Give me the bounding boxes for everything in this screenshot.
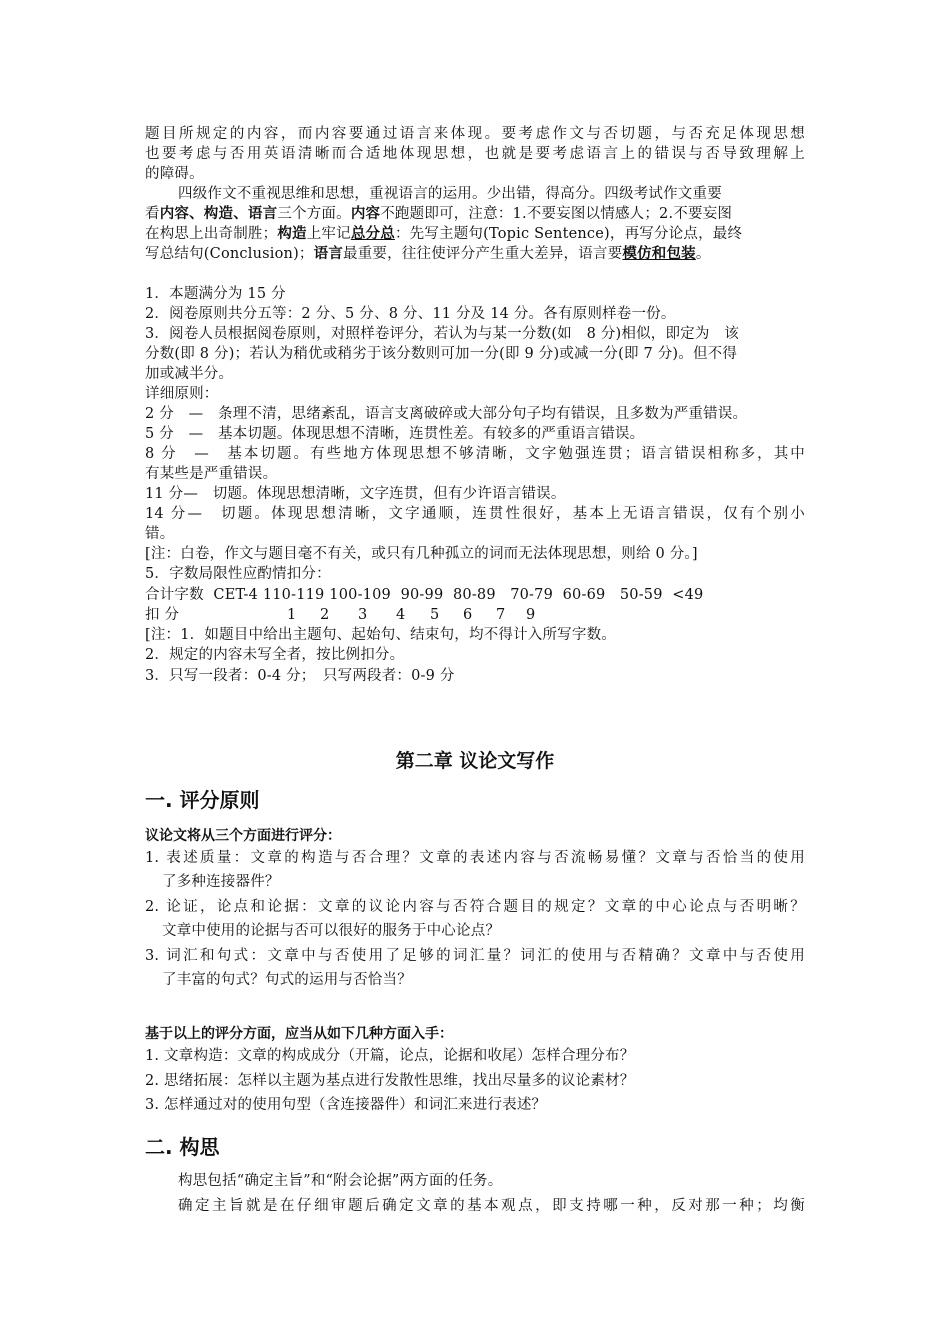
chapter-title: 第二章 议论文写作	[395, 750, 555, 772]
bold-emphasis: 语言	[313, 245, 344, 262]
section-1-heading: 一. 评分原则	[145, 788, 260, 812]
rule-3-line-2: 分数(即 8 分)；若认为稍优或稍劣于该分数则可加一分(即 9 分)或减一分(即 7 分)。但不得	[145, 346, 738, 362]
deduction-value: 4	[396, 607, 406, 623]
bold-emphasis: 内容	[350, 205, 381, 222]
text-run: 不跑题即可，注意：1.不要妄图以情感人；2.不要妄图	[380, 206, 733, 222]
cet4-paragraph-line-2	[145, 204, 805, 224]
bold-underline-emphasis: 总分总	[350, 225, 395, 242]
section-1-lead-2: 基于以上的评分方面，应当从如下几种方面入手：	[145, 1026, 453, 1042]
text-run: 。	[695, 246, 711, 262]
approach-3: 3. 怎样通过对的使用句型（含连接器件）和词汇来进行表述？	[145, 1097, 547, 1113]
section-1-lead: 议论文将从三个方面进行评分：	[145, 828, 341, 844]
text-run: 三个方面。	[277, 206, 351, 222]
deduction-value: 9	[526, 607, 536, 623]
text-run: ：先写主题句(Topic Sentence)，再写分论点，最终	[394, 226, 743, 242]
deduction-label: 扣 分	[145, 607, 180, 623]
deduction-value: 2	[320, 607, 330, 623]
criterion-3-line-1: 3. 词汇和句式：文章中与否使用了足够的词汇量？词汇的使用与否精确？文章中与否使用	[145, 948, 805, 964]
score-14-desc-line-1: 14 分— 切题。体现思想清晰，文字通顺，连贯性很好，基本上无语言错误，仅有个别小	[145, 506, 805, 522]
text-run: 上牢记	[306, 226, 351, 242]
rule-2: 2．阅卷原则共分五等：2 分、5 分、8 分、11 分及 14 分。各有原则样卷一份。	[145, 306, 676, 322]
criterion-2-line-1: 2. 论证，论点和论据：文章的议论内容与否符合题目的规定？文章的中心论点与否明晰？	[145, 899, 805, 915]
deduction-value: 5	[430, 607, 440, 623]
intro-line-2: 也要考虑与否用英语清晰而合适地体现思想，也就是要考虑语言上的错误与否导致理解上	[145, 146, 805, 162]
cet4-paragraph-line-4	[145, 244, 805, 264]
deduction-row	[145, 605, 805, 625]
score-8-desc-line-2: 有某些是严重错误。	[145, 466, 278, 482]
word-count-row: 合计字数 CET-4 110-119 100-109 90-99 80-89 70-79 60-69 50-59 <49	[145, 587, 704, 603]
conception-line-1: 构思包括“确定主旨”和“附会论据”两方面的任务。	[178, 1173, 503, 1189]
criterion-3-line-2: 了丰富的句式？句式的运用与否恰当？	[162, 972, 412, 988]
approach-2: 2. 思绪拓展：怎样以主题为基点进行发散性思维，找出尽量多的议论素材？	[145, 1073, 635, 1089]
intro-line-1: 题目所规定的内容，而内容要通过语言来体现。要考虑作文与否切题，与否充足体现思想	[145, 126, 805, 142]
bold-underline-emphasis: 模仿和包装	[622, 245, 696, 262]
score-11-desc: 11 分— 切题。体现思想清晰，文字连贯，但有少许语言错误。	[145, 486, 566, 502]
note-2: 2．规定的内容未写全者，按比例扣分。	[145, 647, 405, 663]
approach-1: 1. 文章构造：文章的构成成分（开篇，论点，论据和收尾）怎样合理分布？	[145, 1048, 635, 1064]
deduction-value: 7	[496, 607, 506, 623]
note-zero-score: [注：白卷，作文与题目毫不有关，或只有几种孤立的词而无法体现思想，则给 0 分。]	[145, 546, 698, 562]
criterion-1-line-1: 1. 表述质量：文章的构造与否合理？文章的表述内容与否流畅易懂？文章与否恰当的使用	[145, 850, 805, 866]
rule-1: 1．本题满分为 15 分	[145, 286, 286, 302]
text-run: 最重要，往往使评分产生重大差异，语言要	[343, 246, 623, 262]
deduction-value: 3	[358, 607, 368, 623]
text-run: 写总结句(Conclusion)；	[145, 246, 314, 262]
bold-emphasis: 构造	[277, 225, 307, 242]
rule-5: 5．字数局限性应酌情扣分：	[145, 566, 331, 582]
score-5-desc: 5 分 — 基本切题。体现思想不清晰，连贯性差。有较多的严重语言错误。	[145, 426, 645, 442]
criterion-1-line-2: 了多种连接器件？	[162, 874, 280, 890]
cet4-paragraph-line-3	[145, 224, 805, 244]
score-8-desc-line-1: 8 分 — 基本切题。有些地方体现思想不够清晰，文字勉强连贯；语言错误相称多，其中	[145, 446, 805, 462]
score-14-desc-line-2: 错。	[145, 526, 175, 542]
rule-3-line-1: 3．阅卷人员根据阅卷原则，对照样卷评分，若认为与某一分数(如 8 分)相似，即定为 该	[145, 326, 739, 342]
cet4-paragraph-line-1: 四级作文不重视思维和思想，重视语言的运用。少出错，得高分。四级考试作文重要	[178, 186, 722, 202]
note-3: 3．只写一段者：0-4 分； 只写两段者：0-9 分	[145, 668, 455, 684]
section-2-heading: 二. 构思	[145, 1135, 220, 1159]
text-run: 在构思上出奇制胜；	[145, 226, 278, 242]
bold-emphasis: 内容、构造、语言	[159, 205, 278, 222]
deduction-value: 1	[287, 607, 297, 623]
score-2-desc: 2 分 — 条理不清，思绪紊乱，语言支离破碎或大部分句子均有错误，且多数为严重错误。	[145, 406, 748, 422]
rule-3-line-3: 加或减半分。	[145, 366, 234, 382]
detail-title: 详细原则：	[145, 386, 219, 402]
conception-line-2: 确定主旨就是在仔细审题后确定文章的基本观点，即支持哪一种，反对那一种；均衡	[178, 1198, 805, 1214]
deduction-value: 6	[463, 607, 473, 623]
intro-line-3: 的障碍。	[145, 166, 204, 182]
note-1: [注：1．如题目中给出主题句、起始句、结束句，均不得计入所写字数。	[145, 627, 616, 643]
criterion-2-line-2: 文章中使用的论据与否可以很好的服务于中心论点？	[162, 923, 501, 939]
text-run: 看	[145, 206, 160, 222]
